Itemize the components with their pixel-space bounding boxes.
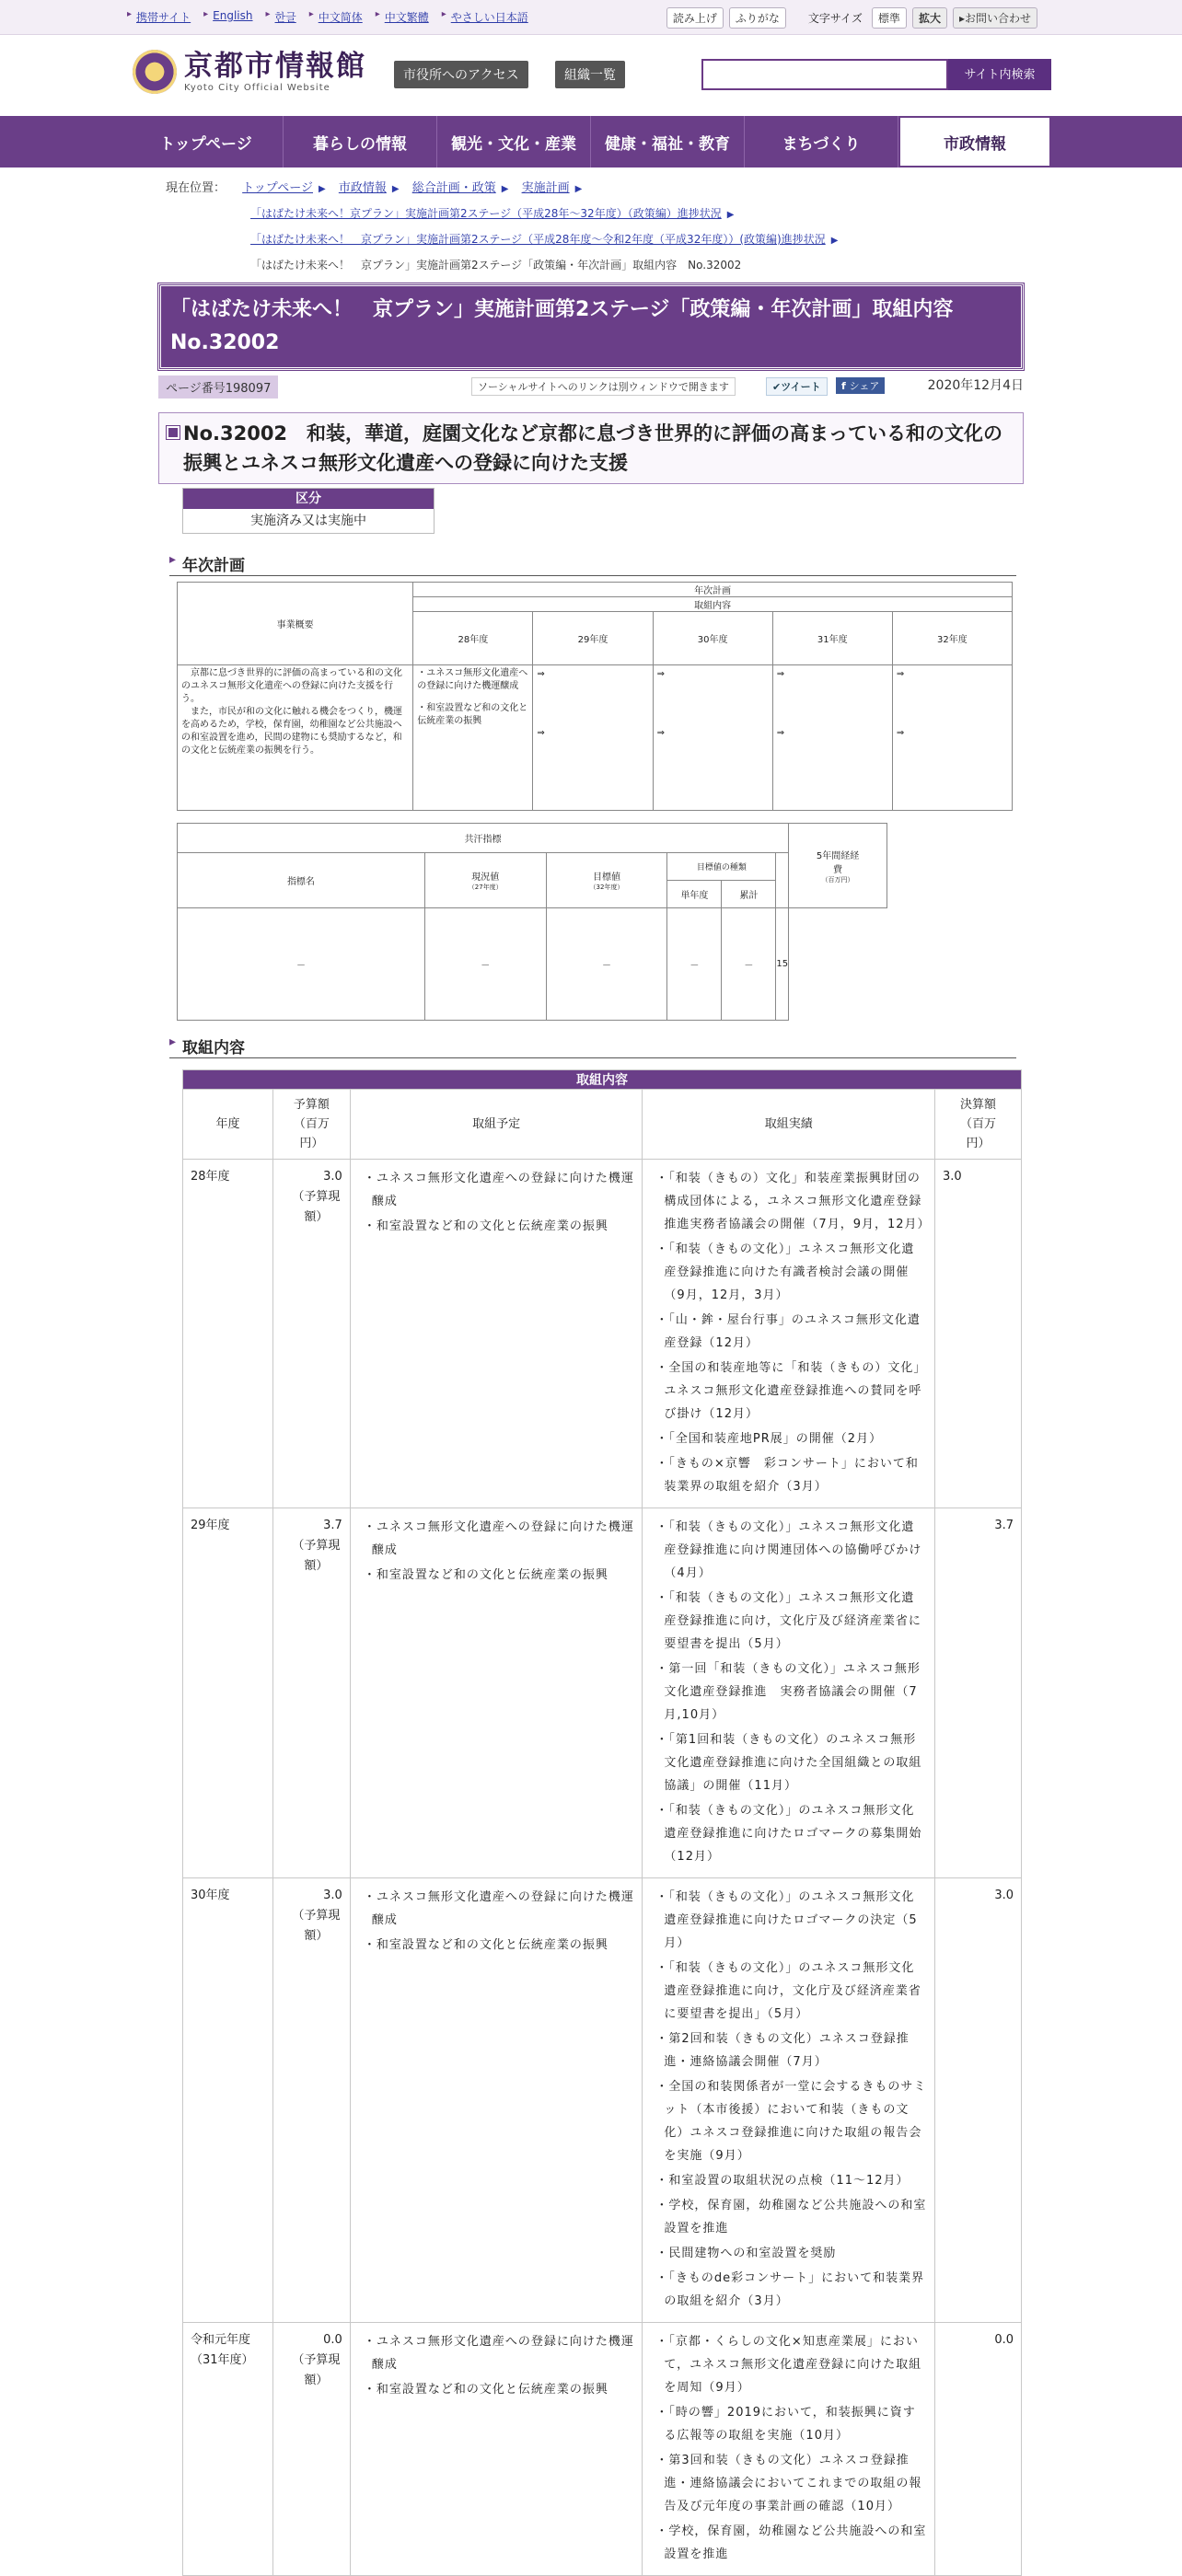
row-results [643, 1508, 935, 1878]
row-settlement: 3.0 [935, 1878, 1022, 2323]
target-kind-header: 目標値の種類 [667, 853, 776, 881]
chevron-right-icon: ▶ [830, 236, 839, 246]
chevron-right-icon: ▶ [391, 184, 400, 194]
plan-item: ・和室設置など和の文化と伝統産業の振興 [363, 1568, 608, 1582]
cost-value: 15 [776, 908, 789, 1021]
site-logo[interactable] [133, 50, 366, 94]
row-budget: 3.0 （予算現額） [272, 1160, 350, 1508]
arrow-icon: ⇒ [896, 669, 905, 679]
font-standard-button[interactable]: 標準 [872, 7, 907, 29]
arrow-icon: ⇒ [896, 728, 905, 738]
breadcrumb-lead: 現在位置： [166, 181, 226, 195]
row-results [643, 1160, 935, 1508]
annual-plan-header: 年次計画 [413, 583, 1013, 597]
content-table-caption: 取組内容 [183, 1070, 1022, 1090]
facebook-icon: f [841, 380, 850, 392]
section-heading: No.32002 和装，華道，庭園文化など京都に息づき世界的に評価の高まっている和の文化の振興とユネスコ無形文化遺産への登録に向けた支援 [158, 412, 1024, 484]
category-box [182, 488, 435, 534]
table-row [183, 2323, 1022, 2576]
city-hall-access-button[interactable]: 市役所へのアクセス [394, 61, 528, 88]
mobile-site-link[interactable]: ▸ 携帯サイト [127, 9, 191, 25]
row-plan [350, 1878, 643, 2323]
cumulative-value: － [722, 908, 776, 1021]
chinese-simplified-link[interactable]: ▸ 中文简体 [309, 9, 363, 25]
nav-town-planning[interactable]: まちづくり [745, 116, 898, 167]
nav-health-welfare[interactable]: 健康・福祉・教育 [591, 116, 745, 167]
furigana-button[interactable]: ふりがな [729, 7, 786, 29]
col-budget: 予算額（百万円） [272, 1090, 350, 1160]
year-28-content: ・ユネスコ無形文化遺産への登録に向けた機運醸成 ・和室設置など和の文化と伝統産業の振興 [413, 665, 533, 811]
arrow-icon: ⇒ [776, 669, 785, 679]
breadcrumb-progress-2[interactable]: 「はばたけ未来へ！京プラン」実施計画第2ステージ（平成28年～32年度）（政策編）進捗状況 [250, 207, 722, 220]
arrow-icon: ▸ [958, 12, 965, 25]
year-31-arrows [772, 665, 892, 811]
result-item: ・「全国和装産地PR展」の開催（2月） [655, 1432, 883, 1446]
current-value: － [424, 908, 546, 1021]
row-settlement: 0.0 [935, 2323, 1022, 2576]
col-settlement: 決算額（百万円） [935, 1090, 1022, 1160]
utility-bar [0, 0, 1182, 35]
cumulative-header: 累計 [722, 881, 776, 908]
row-year: 29年度 [183, 1508, 273, 1878]
plan-item: ・ユネスコ無形文化遺産への登録に向けた機運醸成 [363, 1520, 634, 1557]
arrow-icon: ⇒ [537, 728, 545, 738]
row-plan [350, 2323, 643, 2576]
result-item: ・「時の響」2019において，和装振興に資する広報等の取組を実施（10月） [655, 2406, 916, 2443]
chevron-right-icon: ▶ [574, 184, 583, 194]
result-item: ・「和装（きもの文化）」ユネスコ無形文化遺産登録推進に向け，文化庁及び経済産業省に要望書を提出（5月） [655, 1591, 921, 1651]
row-settlement: 3.0 [935, 1160, 1022, 1508]
row-settlement: 3.7 [935, 1508, 1022, 1878]
year-30-arrows [653, 665, 772, 811]
summary-text: 京都に息づき世界的に評価の高まっている和の文化のユネスコ無形文化遺産への登録に向けた支援を行う。 また，市民が和の文化に触れる機会をつくり，機運を高めるため，学校，保育園，幼稚園など公共施設への和室設置を進め，民間の建物にも奨励するなど，和の文化と伝統産業の振興を行う。 [178, 665, 413, 811]
korean-link[interactable]: ▸ 한글 [266, 9, 296, 25]
table-row [183, 1878, 1022, 2323]
result-item: ・「第1回和装（きもの文化）のユネスコ無形文化遺産登録推進に向けた全国組織との取組協議」の開催（11月） [655, 1733, 922, 1793]
logo-title: 京都市情報館 [184, 49, 366, 83]
result-item: ・全国の和装関係者が一堂に会するきものサミット（本市後援）において和装（きもの文化）ユネスコ登録推進に向けた取組の報告会を実施（9月） [655, 2080, 927, 2163]
plan-item: ・和室設置など和の文化と伝統産業の振興 [363, 1219, 608, 1233]
social-note: ソーシャルサイトへのリンクは別ウィンドウで開きます [471, 377, 736, 396]
breadcrumb-current: 「はばたけ未来へ！ 京プラン」実施計画第2ステージ「政策編・年次計画」取組内容 No.32002 [250, 259, 742, 271]
result-item: ・「和装（きもの）文化」和装産業振興財団の構成団体による，ユネスコ無形文化遺産登録推進実務者協議会の開催（7月，9月，12月） [655, 1172, 931, 1231]
result-item: ・学校，保育園，幼稚園など公共施設への和室設置を推進 [655, 2199, 927, 2235]
indicator-name-value: － [178, 908, 425, 1021]
result-item: ・「和装（きもの文化）」のユネスコ無形文化遺産登録推進に向け，文化庁及び経済産業省に要望書を提出」（5月） [655, 1961, 921, 2021]
content-heading: ▸ 取組内容 [169, 1034, 1016, 1058]
chevron-right-icon: ▶ [501, 184, 509, 194]
plan-item: ・ユネスコ無形文化遺産への登録に向けた機運醸成 [363, 1172, 634, 1208]
indicator-name-header: 指標名 [178, 853, 425, 908]
read-aloud-button[interactable]: 読み上げ [666, 7, 724, 29]
single-year-value: － [667, 908, 722, 1021]
table-row [183, 1160, 1022, 1508]
heading-square-icon [167, 426, 180, 439]
breadcrumb-policy[interactable]: 総合計画・政策 [411, 181, 496, 195]
row-results [643, 2323, 935, 2576]
result-item: ・「山・鉾・屋台行事」のユネスコ無形文化遺産登録（12月） [655, 1313, 921, 1350]
font-size-label: 文字サイズ [807, 12, 863, 25]
publish-date: 2020年12月4日 [927, 378, 1024, 393]
arrow-icon: ⇒ [656, 728, 665, 738]
row-year: 令和元年度（31年度） [183, 2323, 273, 2576]
breadcrumb-top[interactable]: トップページ [242, 181, 313, 195]
nav-top-page[interactable]: トップページ [129, 116, 284, 167]
annual-plan-table [177, 582, 1013, 811]
result-item: ・「京都・くらしの文化×知恵産業展」において，ユネスコ無形文化遺産登録に向けた取組を周知（9月） [655, 2335, 922, 2395]
nav-living-info[interactable]: 暮らしの情報 [284, 116, 437, 167]
global-nav [0, 116, 1182, 167]
content-header: 取組内容 [413, 597, 1013, 612]
easy-japanese-link[interactable]: ▸ やさしい日本語 [442, 9, 528, 25]
result-item: ・全国の和装産地等に「和装（きもの）文化」ユネスコ無形文化遺産登録推進への賛同を呼び掛け（12月） [655, 1361, 927, 1421]
chinese-traditional-link[interactable]: ▸ 中文繁體 [376, 9, 429, 25]
font-large-button[interactable]: 拡大 [912, 7, 947, 29]
arrow-icon: ⇒ [656, 669, 665, 679]
row-year: 28年度 [183, 1160, 273, 1508]
result-item: ・「和装（きもの文化）」ユネスコ無形文化遺産登録推進に向け関連団体への協働呼びかけ（4月） [655, 1520, 922, 1580]
chevron-right-icon: ▶ [319, 184, 326, 194]
breadcrumb-progress-3[interactable]: 「はばたけ未来へ！ 京プラン」実施計画第2ステージ（平成28年度～令和2年度（平成32年度））(政策編)進捗状況 [250, 233, 826, 246]
row-budget: 3.0 （予算現額） [272, 1878, 350, 2323]
twitter-bird-icon: ✔ [772, 381, 782, 393]
row-budget: 3.7 （予算現額） [272, 1508, 350, 1878]
category-value: 実施済み又は実施中 [250, 514, 366, 528]
annual-plan-heading: ▸ 年次計画 [169, 552, 1016, 576]
result-item: ・学校，保育園，幼稚園など公共施設への和室設置を推進 [655, 2524, 927, 2561]
year-29-arrows [533, 665, 653, 811]
site-search-button[interactable]: サイト内検索 [948, 59, 1051, 90]
plan-item: ・和室設置など和の文化と伝統産業の振興 [363, 2383, 608, 2397]
col-results: 取組実績 [643, 1090, 935, 1160]
year-29-header: 29年度 [533, 612, 653, 665]
plan-item: ・ユネスコ無形文化遺産への登録に向けた機運醸成 [363, 1890, 634, 1927]
nav-tourism-culture[interactable]: 観光・文化・産業 [437, 116, 591, 167]
cost-header: 5年間経経費 （百万円） [789, 824, 887, 908]
row-plan [350, 1508, 643, 1878]
plan-item: ・ユネスコ無形文化遺産への登録に向けた機運醸成 [363, 2335, 634, 2372]
city-emblem-icon [133, 50, 177, 94]
year-31-header: 31年度 [772, 612, 892, 665]
site-search-input[interactable] [701, 59, 948, 90]
page-number: ページ番号198097 [158, 375, 278, 399]
summary-header: 事業概要 [178, 583, 413, 665]
single-year-header: 単年度 [667, 881, 722, 908]
breadcrumb-implementation[interactable]: 実施計画 [521, 181, 570, 195]
content-table [182, 1069, 1022, 2576]
result-item: ・「和装（きもの文化）」のユネスコ無形文化遺産登録推進に向けたロゴマークの決定（5月） [655, 1890, 918, 1950]
page-title: 「はばたけ未来へ！ 京プラン」実施計画第2ステージ「政策編・年次計画」取組内容 No.32002 [158, 283, 1024, 370]
year-28-header: 28年度 [413, 612, 533, 665]
target-value: － [546, 908, 667, 1021]
result-item: ・民間建物への和室設置を奨励 [655, 2247, 837, 2260]
page-meta [158, 372, 1024, 396]
result-item: ・「和装（きもの文化）」のユネスコ無形文化遺産登録推進に向けたロゴマークの募集開始（12月） [655, 1804, 922, 1864]
plan-item: ・和室設置など和の文化と伝統産業の振興 [363, 1938, 608, 1952]
result-item: ・第3回和装（きもの文化）ユネスコ登録推進・連絡協議会においてこれまでの取組の報告及び元年度の事業計画の確認（10月） [655, 2454, 922, 2513]
row-results [643, 1878, 935, 2323]
year-32-header: 32年度 [892, 612, 1012, 665]
logo-subtitle: Kyoto City Official Website [184, 82, 330, 93]
language-links [127, 9, 528, 25]
row-budget: 0.0 （予算現額） [272, 2323, 350, 2576]
facebook-share-button[interactable]: f シェア [836, 377, 885, 394]
common-indicator-header: 共汗指標 [178, 824, 789, 853]
contact-button[interactable]: ▸お問い合わせ [953, 7, 1037, 29]
nav-municipal-info[interactable]: 市政情報 [898, 116, 1051, 167]
result-item: ・「和装（きもの文化）」ユネスコ無形文化遺産登録推進に向けた有識者検討会議の開催（9月，12月，3月） [655, 1242, 915, 1302]
indicator-table [177, 823, 887, 1021]
col-year: 年度 [183, 1090, 273, 1160]
year-32-arrows [892, 665, 1012, 811]
result-item: ・「きものde彩コンサート」において和装業界の取組を紹介（3月） [655, 2271, 925, 2308]
chevron-right-icon: ▶ [726, 210, 735, 220]
row-year: 30年度 [183, 1878, 273, 2323]
col-plan: 取組予定 [350, 1090, 643, 1160]
result-item: ・第一回「和装（きもの文化）」ユネスコ無形文化遺産登録推進 実務者協議会の開催（7月,10月） [655, 1662, 921, 1722]
arrow-icon: ⇒ [776, 728, 785, 738]
result-item: ・第2回和装（きもの文化）ユネスコ登録推進・連絡協議会開催（7月） [655, 2032, 910, 2069]
arrow-icon: ⇒ [537, 669, 545, 679]
current-value-header: 現況値 （27年度） [424, 853, 546, 908]
tweet-button[interactable]: ✔ツイート [766, 377, 828, 396]
organization-list-button[interactable]: 組織一覧 [555, 61, 625, 88]
accessibility-tools [666, 7, 1037, 29]
year-30-header: 30年度 [653, 612, 772, 665]
english-link[interactable]: ▸ English [203, 9, 252, 25]
result-item: ・「きもの×京響 彩コンサート」において和装業界の取組を紹介（3月） [655, 1457, 919, 1494]
table-row [183, 1508, 1022, 1878]
category-label: 区分 [183, 489, 434, 509]
breadcrumb-municipal[interactable]: 市政情報 [338, 181, 387, 195]
breadcrumb [166, 177, 847, 278]
target-value-header: 目標値 （32年度） [546, 853, 667, 908]
result-item: ・和室設置の取組状況の点検（11～12月） [655, 2174, 910, 2188]
row-plan [350, 1160, 643, 1508]
